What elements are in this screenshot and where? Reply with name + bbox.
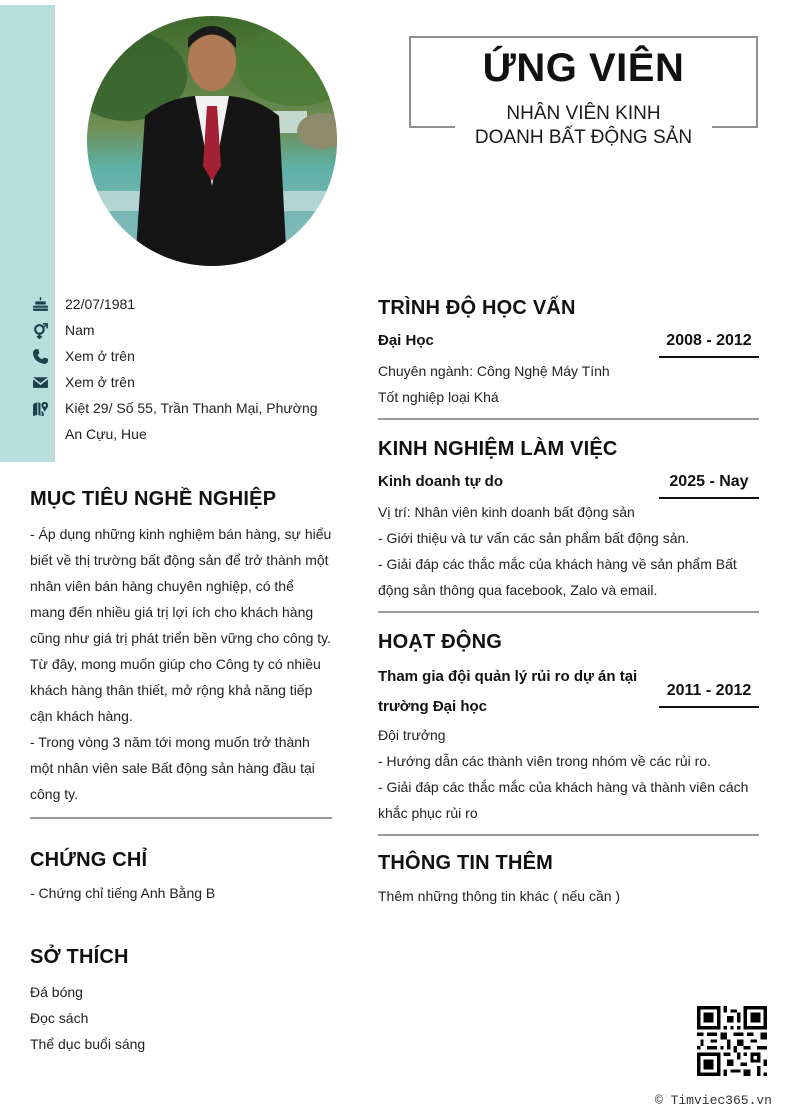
career-objective-paragraph-1: - Áp dụng những kinh nghiệm bán hàng, sự hiểu biết về thị trường bất động sản để trở thành một nhân viên bán hàng chuyên nghiệp, có thể mang đến nhiều giá trị lợi ích cho khách hàng cũng như giá trị phát triển bền vững cho công ty. Từ đây, mong muốn giúp cho Công ty có nhiều khách hàng thân thiết, mở rộng khả năng tiếp cận khách hàng.: [30, 526, 332, 724]
candidate-title: ỨNG VIÊN: [482, 46, 685, 90]
activity-date: 2011 - 2012: [659, 678, 759, 708]
job-position-line-2: DOANH BẤT ĐỘNG SẢN: [474, 127, 693, 148]
birthday-cake-icon: [30, 291, 65, 317]
contact-phone-text: Xem ở trên: [65, 348, 135, 364]
hobby-item: Thể dục buổi sáng: [30, 1036, 146, 1052]
qr-code-icon[interactable]: [697, 1006, 767, 1076]
certificate-item: - Chứng chỉ tiếng Anh Bằng B: [30, 885, 216, 901]
certificates-title: CHỨNG CHỈ: [30, 849, 148, 871]
experience-date: 2025 - Nay: [659, 469, 759, 499]
email-icon: [30, 369, 65, 395]
phone-icon: [30, 343, 65, 369]
activity-entry-header: [378, 662, 759, 722]
contact-gender-text: Nam: [65, 322, 95, 338]
gender-icon: [30, 317, 65, 343]
hobby-item: Đọc sách: [30, 1010, 89, 1026]
experience-entry-header: [378, 469, 759, 499]
career-objective-title: MỤC TIÊU NGHỀ NGHIỆP: [30, 488, 277, 510]
activity-detail: - Giải đáp các thắc mắc của khách hàng và thành viên cách khắc phục rủi ro: [378, 779, 749, 821]
avatar-photo-icon: [87, 16, 337, 266]
activity-name: Tham gia đội quản lý rủi ro dự án tại trường Đại học: [378, 668, 638, 715]
hobby-item: Đá bóng: [30, 984, 83, 1000]
additional-info-section: [378, 852, 759, 909]
hobbies-title: SỞ THÍCH: [30, 946, 129, 968]
activity-detail: - Hướng dẫn các thành viên trong nhóm về các rủi ro.: [378, 753, 711, 769]
section-divider: [378, 418, 759, 420]
contact-email-text: Xem ở trên: [65, 374, 135, 390]
experience-detail: - Giải đáp các thắc mắc của khách hàng về sản phẩm Bất động sản thông qua facebook, Zalo và email.: [378, 556, 737, 598]
footer-copyright[interactable]: © Timviec365.vn: [654, 1093, 772, 1108]
education-entry-header: [378, 328, 759, 358]
section-divider: [378, 611, 759, 613]
career-objective-paragraph-2: - Trong vòng 3 năm tới mong muốn trở thành một nhân viên sale Bất động sản hàng đầu tại công ty.: [30, 734, 315, 802]
education-detail: Tốt nghiệp loại Khá: [378, 389, 499, 405]
activity-detail: Đội trưởng: [378, 727, 446, 743]
contact-phone: [30, 343, 330, 369]
education-section: [378, 297, 759, 420]
career-objective-section: [30, 488, 332, 819]
job-position-line-1: NHÂN VIÊN KINH: [506, 103, 661, 124]
activities-section: [378, 631, 759, 836]
experience-detail: Vị trí: Nhân viên kinh doanh bất động sản: [378, 504, 635, 520]
contact-email: [30, 369, 330, 395]
experience-section: [378, 438, 759, 613]
contact-gender: [30, 317, 330, 343]
hobbies-section: [30, 946, 332, 1057]
job-position: [409, 102, 758, 150]
education-title: TRÌNH ĐỘ HỌC VẤN: [378, 297, 576, 319]
section-divider: [378, 834, 759, 836]
certificates-section: [30, 849, 332, 906]
education-date: 2008 - 2012: [659, 328, 759, 358]
contact-birthday-text: 22/07/1981: [65, 296, 136, 312]
education-school: Đại Học: [378, 332, 434, 349]
contact-address: [30, 395, 330, 447]
activities-title: HOẠT ĐỘNG: [378, 631, 503, 653]
map-location-icon: [30, 395, 65, 421]
contact-birthday: [30, 291, 330, 317]
section-divider: [30, 817, 332, 819]
candidate-avatar: [87, 16, 337, 266]
additional-info-text: Thêm những thông tin khác ( nếu cần ): [378, 888, 621, 904]
additional-info-title: THÔNG TIN THÊM: [378, 852, 554, 874]
contact-address-text: Kiệt 29/ Số 55, Trần Thanh Mại, Phường An Cựu, Hue: [65, 400, 318, 442]
experience-detail: - Giới thiệu và tư vấn các sản phẩm bất động sản.: [378, 530, 690, 546]
experience-title: KINH NGHIỆM LÀM VIỆC: [378, 438, 618, 460]
contact-info: [30, 291, 330, 447]
experience-company: Kinh doanh tự do: [378, 473, 504, 490]
education-detail: Chuyên ngành: Công Nghệ Máy Tính: [378, 363, 610, 379]
